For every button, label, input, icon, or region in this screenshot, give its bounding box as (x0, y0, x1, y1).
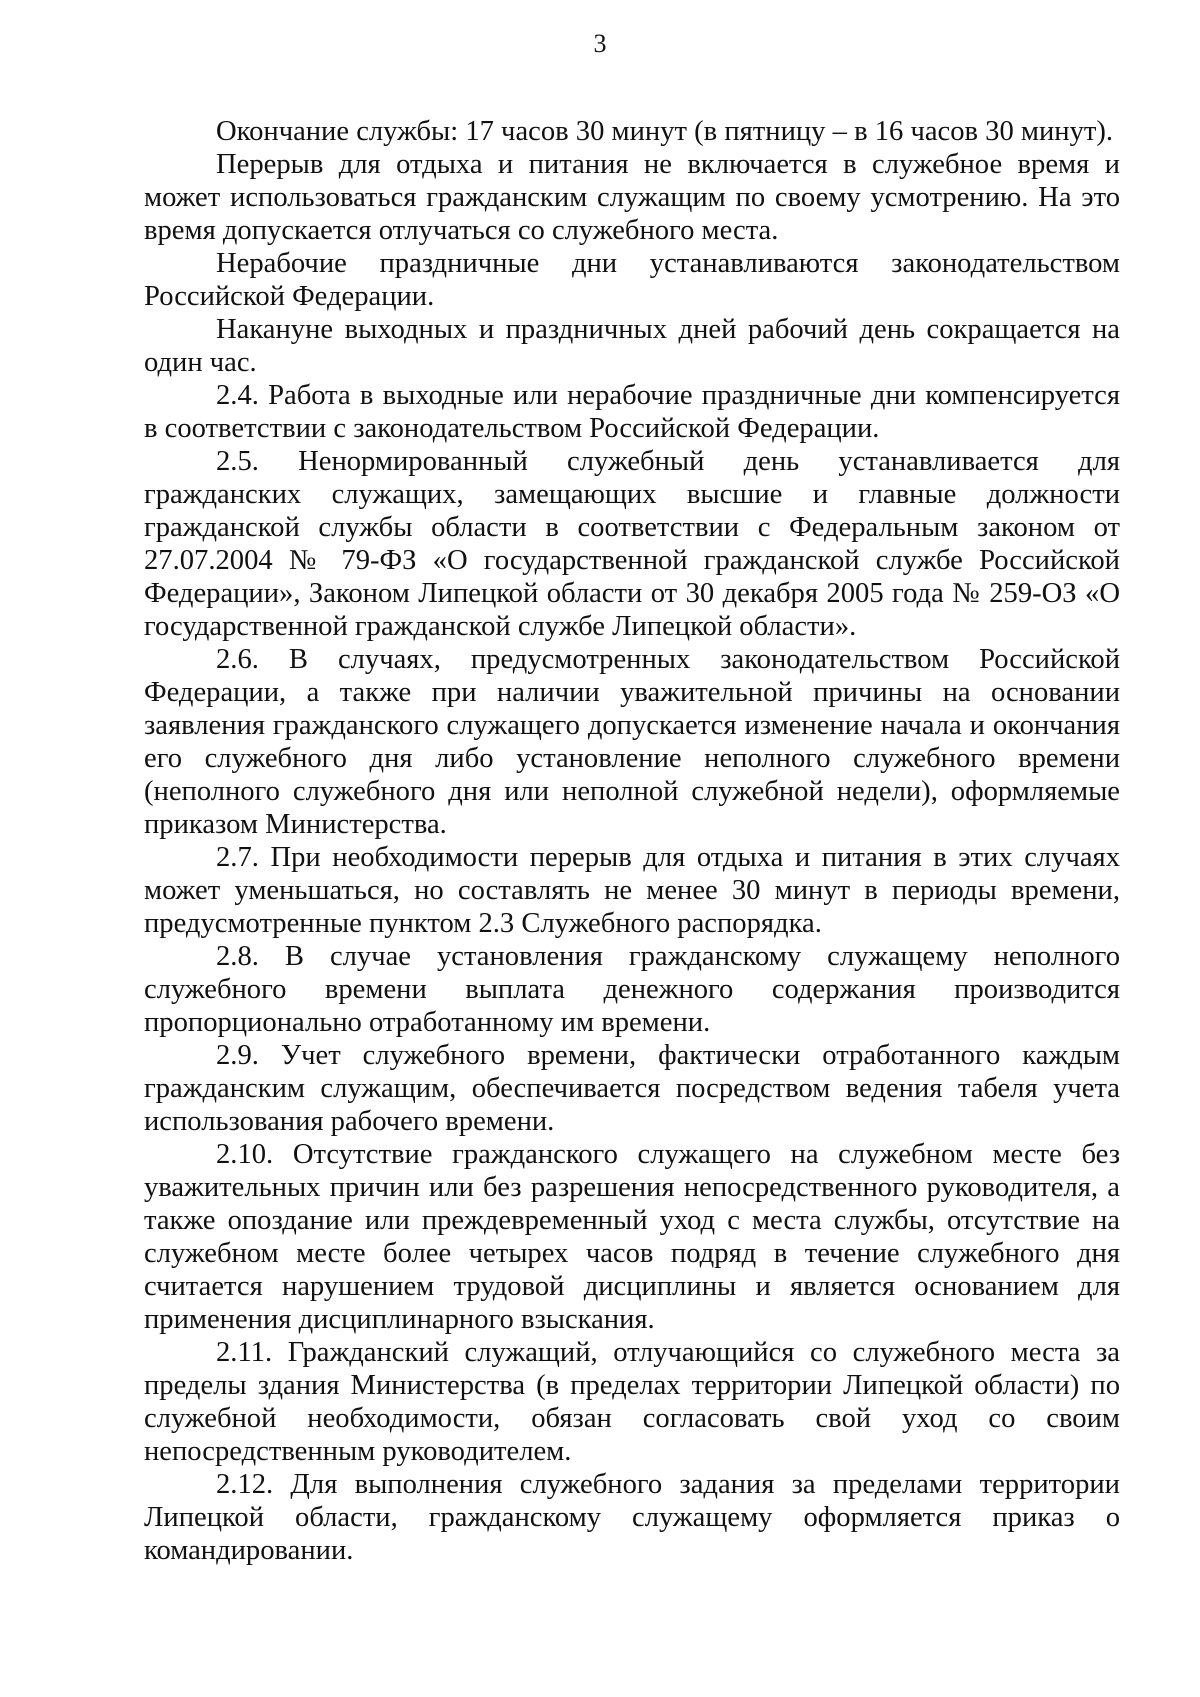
paragraph-holidays: Нерабочие праздничные дни устанавливаются законодательством Российской Федерации. (144, 248, 1120, 312)
paragraph-2-4: 2.4. Работа в выходные или нерабочие праздничные дни компенсируется в соответствии с законодательством Российской Федерации. (144, 380, 1120, 444)
paragraph-2-9: 2.9. Учет служебного времени, фактически отработанного каждым гражданским служащим, обеспечивается посредством ведения табеля учета использования рабочего времени. (144, 1040, 1120, 1137)
document-body (144, 115, 1120, 1567)
paragraph-2-11: 2.11. Гражданский служащий, отлучающийся со служебного места за пределы здания Министерства (в пределах территории Липецкой области) по служебной необходимости, обязан согласовать свой уход со своим непосредственным руководителем. (144, 1337, 1120, 1467)
paragraph-2-6: 2.6. В случаях, предусмотренных законодательством Российской Федерации, а также при наличии уважительной причины на основании заявления гражданского служащего допускается изменение начала и окончания его служебного дня либо установление неполного служебного времени (неполного служебного дня или неполной служебной недели), оформляемые приказом Министерства. (144, 644, 1120, 840)
paragraph-2-7: 2.7. При необходимости перерыв для отдыха и питания в этих случаях может уменьшаться, но составлять не менее 30 минут в периоды времени, предусмотренные пунктом 2.3 Служебного распорядка. (144, 842, 1120, 939)
paragraph-pre-holiday: Накануне выходных и праздничных дней рабочий день сокращается на один час. (144, 314, 1120, 378)
paragraph-break-time: Перерыв для отдыха и питания не включается в служебное время и может использоваться гражданским служащим по своему усмотрению. На это время допускается отлучаться со служебного места. (144, 149, 1120, 246)
paragraph-service-end: Окончание службы: 17 часов 30 минут (в пятницу – в 16 часов 30 минут). (216, 116, 1114, 147)
paragraph-2-12: 2.12. Для выполнения служебного задания за пределами территории Липецкой области, гражданскому служащему оформляется приказ о командировании. (144, 1469, 1120, 1566)
paragraph-2-10: 2.10. Отсутствие гражданского служащего на служебном месте без уважительных причин или без разрешения непосредственного руководителя, а также опоздание или преждевременный уход с места службы, отсутствие на служебном месте более четырех часов подряд в течение служебного дня считается нарушением трудовой дисциплины и является основанием для применения дисциплинарного взыскания. (144, 1139, 1120, 1335)
paragraph-2-8: 2.8. В случае установления гражданскому служащему неполного служебного времени выплата денежного содержания производится пропорционально отработанному им времени. (144, 941, 1120, 1038)
page-number: 3 (593, 29, 607, 58)
paragraph-2-5: 2.5. Ненормированный служебный день устанавливается для гражданских служащих, замещающих высшие и главные должности гражданской службы области в соответствии с Федеральным законом от 27.07.2004 № 79-ФЗ «О государственной гражданской службе Российской Федерации», Законом Липецкой области от 30 декабря 2005 года № 259-ОЗ «О государственной гражданской службе Липецкой области». (144, 446, 1120, 642)
